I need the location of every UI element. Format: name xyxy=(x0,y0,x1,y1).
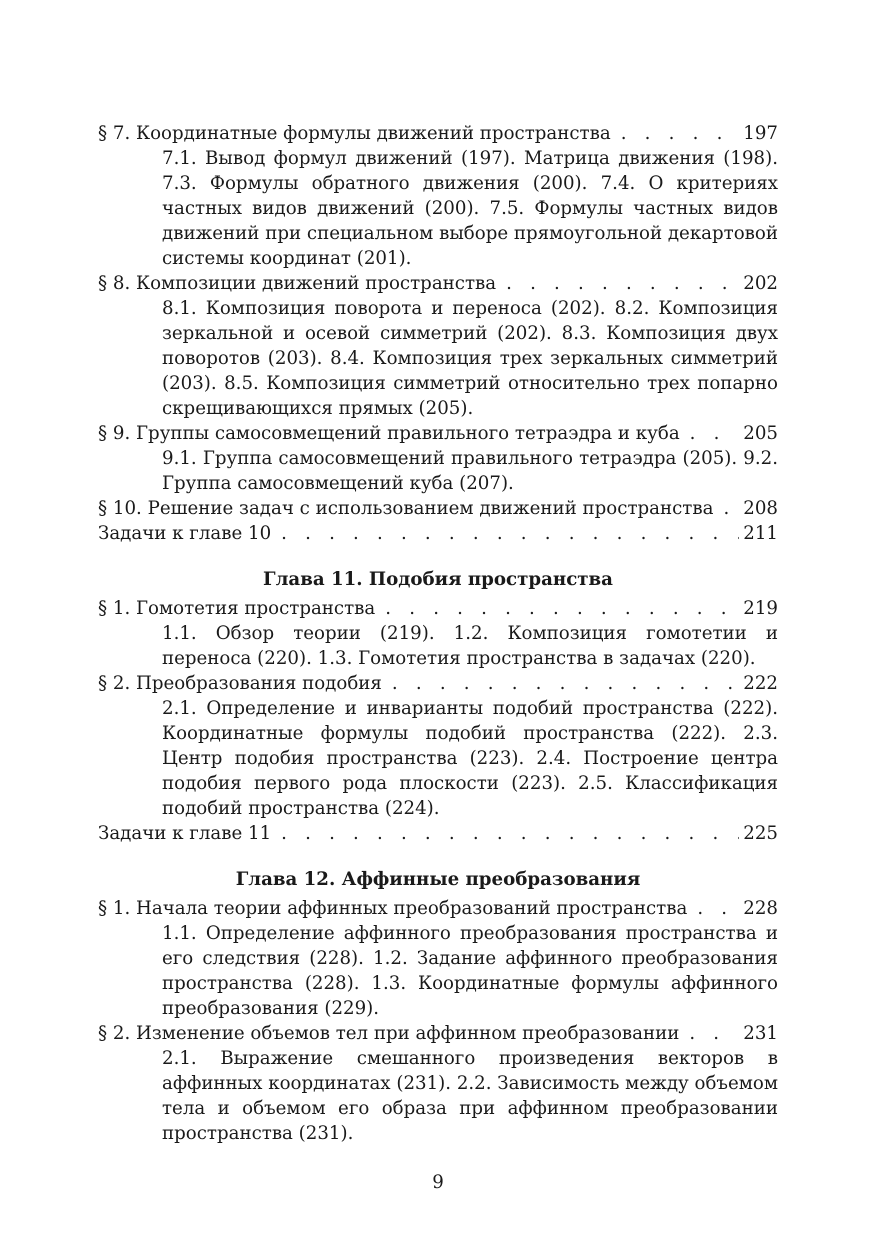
toc-entry-title: Задачи к главе 11 xyxy=(98,823,272,844)
toc-entry-subsections: 1.1. Обзор теории (219). 1.2. Композиция гомотетии и переноса (220). 1.3. Гомотетия пространства в задачах (220). xyxy=(162,623,778,669)
toc-entry-page: 211 xyxy=(743,523,778,544)
leader-dots xyxy=(723,496,739,521)
toc-entry-page: 205 xyxy=(743,423,778,444)
leader-dots xyxy=(621,121,740,146)
toc-entry xyxy=(98,496,778,521)
toc-entry-head xyxy=(98,121,778,146)
toc-entry xyxy=(98,421,778,496)
toc-entry-page: 208 xyxy=(743,498,778,519)
toc-entry xyxy=(98,671,778,821)
toc-entry-subsections: 2.1. Выражение смешанного произведения векторов в аффинных координатах (231). 2.2. Зависимость между объемом тела и объемом его образа при аффинном преобразовании пространства (231). xyxy=(162,1048,778,1144)
leader-dots xyxy=(690,421,740,446)
toc-entry-page: 197 xyxy=(743,123,778,144)
toc-entry-head xyxy=(98,896,778,921)
toc-entry-head xyxy=(98,421,778,446)
leader-dots xyxy=(281,821,739,846)
chapter-heading: Глава 11. Подобия пространства xyxy=(263,569,613,590)
toc-entry-page: 228 xyxy=(743,898,778,919)
leader-dots xyxy=(689,1021,739,1046)
chapter-heading: Глава 12. Аффинные преобразования xyxy=(235,869,641,890)
toc-entry-subsections: 1.1. Определение аффинного преобразования пространства и его следствия (228). 1.2. Задание аффинного преобразования пространства (228). 1.3. Координатные формулы аффинного преобразования (229). xyxy=(162,923,778,1019)
leader-dots xyxy=(392,671,739,696)
toc-entry-title: § 7. Координатные формулы движений пространства xyxy=(98,123,611,144)
toc-entry-head xyxy=(98,521,778,546)
toc-entry-subsections: 7.1. Вывод формул движений (197). Матрица движения (198). 7.3. Формулы обратного движения (200). 7.4. О критериях частных видов движений (200). 7.5. Формулы частных видов движений при специальном выборе прямоугольной декартовой системы координат (201). xyxy=(162,148,778,269)
leader-dots xyxy=(506,271,739,296)
toc-entry-title: § 2. Преобразования подобия xyxy=(98,673,382,694)
toc-entry-subsections: 2.1. Определение и инварианты подобий пространства (222). Координатные формулы подобий пространства (222). 2.3. Центр подобия пространства (223). 2.4. Построение центра подобия первого рода плоскости (223). 2.5. Классификация подобий пространства (224). xyxy=(162,698,778,819)
toc-entry-title: § 1. Начала теории аффинных преобразований пространства xyxy=(98,898,688,919)
toc-entry xyxy=(98,121,778,271)
toc-entry-subsections: 9.1. Группа самосовмещений правильного тетраэдра (205). 9.2. Группа самосовмещений куба (207). xyxy=(162,448,778,494)
toc-entry xyxy=(98,596,778,671)
toc-entry-title: § 10. Решение задач с использованием движений пространства xyxy=(98,498,714,519)
leader-dots xyxy=(697,896,739,921)
toc-entry-page: 202 xyxy=(743,273,778,294)
toc-entry-title: § 8. Композиции движений пространства xyxy=(98,273,497,294)
toc-entry xyxy=(98,1021,778,1146)
toc-entry xyxy=(98,821,778,846)
table-of-contents xyxy=(98,121,778,1146)
toc-entry-title: § 2. Изменение объемов тел при аффинном преобразовании xyxy=(98,1023,680,1044)
toc-entry-head xyxy=(98,271,778,296)
toc-entry-head xyxy=(98,596,778,621)
toc-entry xyxy=(98,896,778,1021)
toc-entry xyxy=(98,271,778,421)
leader-dots xyxy=(281,521,739,546)
toc-entry-title: Задачи к главе 10 xyxy=(98,523,272,544)
toc-entry-subsections: 8.1. Композиция поворота и переноса (202). 8.2. Композиция зеркальной и осевой симметрий (202). 8.3. Композиция двух поворотов (203). 8.4. Композиция трех зеркальных симметрий (203). 8.5. Композиция симметрий относительно трех попарно скрещивающихся прямых (205). xyxy=(162,298,778,419)
toc-entry-page: 219 xyxy=(743,598,778,619)
toc-entry-page: 225 xyxy=(743,823,778,844)
toc-entry-head xyxy=(98,496,778,521)
toc-entry-page: 231 xyxy=(743,1023,778,1044)
toc-entry-title: § 9. Группы самосовмещений правильного тетраэдра и куба xyxy=(98,423,680,444)
page-number: 9 xyxy=(432,1172,444,1193)
toc-entry xyxy=(98,521,778,546)
toc-entry-page: 222 xyxy=(743,673,778,694)
toc-entry-title: § 1. Гомотетия пространства xyxy=(98,598,376,619)
leader-dots xyxy=(385,596,739,621)
toc-entry-head xyxy=(98,1021,778,1046)
toc-entry-head xyxy=(98,671,778,696)
toc-entry-head xyxy=(98,821,778,846)
